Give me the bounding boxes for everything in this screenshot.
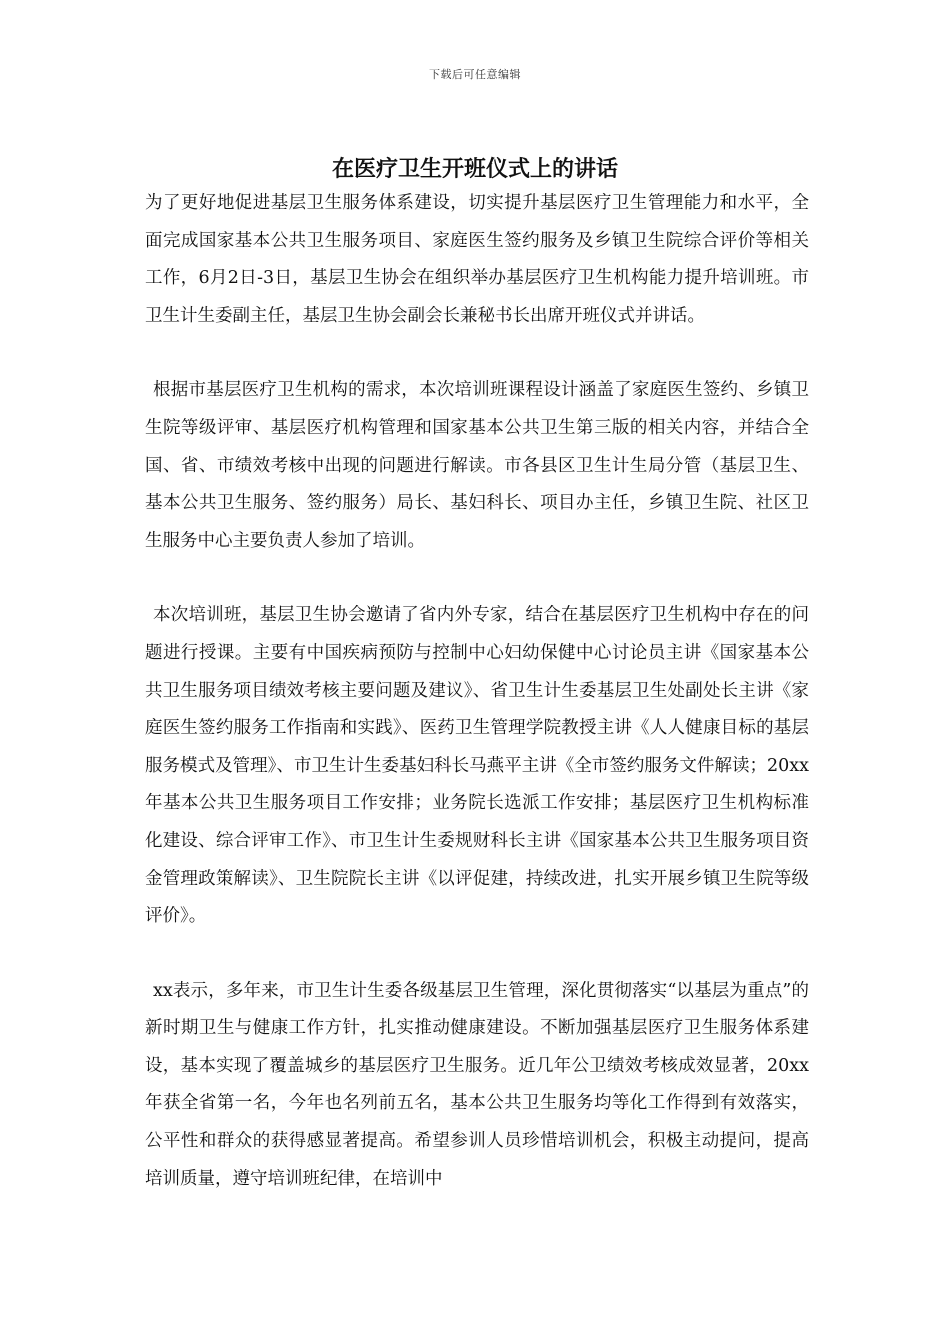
document-title: 在医疗卫生开班仪式上的讲话 [331, 157, 618, 182]
header-note: 下载后可任意编辑 [429, 68, 521, 81]
paragraph-1: 为了更好地促进基层卫生服务体系建设，切实提升基层医疗卫生管理能力和水平，全面完成国家基本公共卫生服务项目、家庭医生签约服务及乡镇卫生院综合评价等相关工作，6月2日-3日，基层卫生协会在组织举办基层医疗卫生机构能力提升培训班。市卫生计生委副主任，基层卫生协会副会长兼秘书长出席开班仪式并讲话。 [145, 193, 809, 326]
paragraph-4: xx表示，多年来，市卫生计生委各级基层卫生管理，深化贯彻落实“以基层为重点”的新时期卫生与健康工作方针，扎实推动健康建设。不断加强基层医疗卫生服务体系建设，基本实现了覆盖城乡的基层医疗卫生服务。近几年公卫绩效考核成效显著，20xx年获全省第一名，今年也名列前五名，基本公共卫生服务均等化工作得到有效落实，公平性和群众的获得感显著提高。希望参训人员珍惜培训机会，积极主动提问，提高培训质量，遵守培训班纪律，在培训中 [145, 980, 809, 1189]
paragraph-2: 根据市基层医疗卫生机构的需求，本次培训班课程设计涵盖了家庭医生签约、乡镇卫生院等级评审、基层医疗机构管理和国家基本公共卫生第三版的相关内容，并结合全国、省、市绩效考核中出现的问题进行解读。市各县区卫生计生局分管（基层卫生、基本公共卫生服务、签约服务）局长、基妇科长、项目办主任，乡镇卫生院、社区卫生服务中心主要负责人参加了培训。 [145, 380, 809, 551]
document-body [145, 185, 809, 1198]
paragraph-3: 本次培训班，基层卫生协会邀请了省内外专家，结合在基层医疗卫生机构中存在的问题进行授课。主要有中国疾病预防与控制中心妇幼保健中心讨论员主讲《国家基本公共卫生服务项目绩效考核主要问题及建议》、省卫生计生委基层卫生处副处长主讲《家庭医生签约服务工作指南和实践》、医药卫生管理学院教授主讲《人人健康目标的基层服务模式及管理》、市卫生计生委基妇科长马燕平主讲《全市签约服务文件解读；20xx年基本公共卫生服务项目工作安排；业务院长选派工作安排；基层医疗卫生机构标准化建设、综合评审工作》、市卫生计生委规财科长主讲《国家基本公共卫生服务项目资金管理政策解读》、卫生院院长主讲《以评促建，持续改进，扎实开展乡镇卫生院等级评价》。 [145, 605, 809, 927]
